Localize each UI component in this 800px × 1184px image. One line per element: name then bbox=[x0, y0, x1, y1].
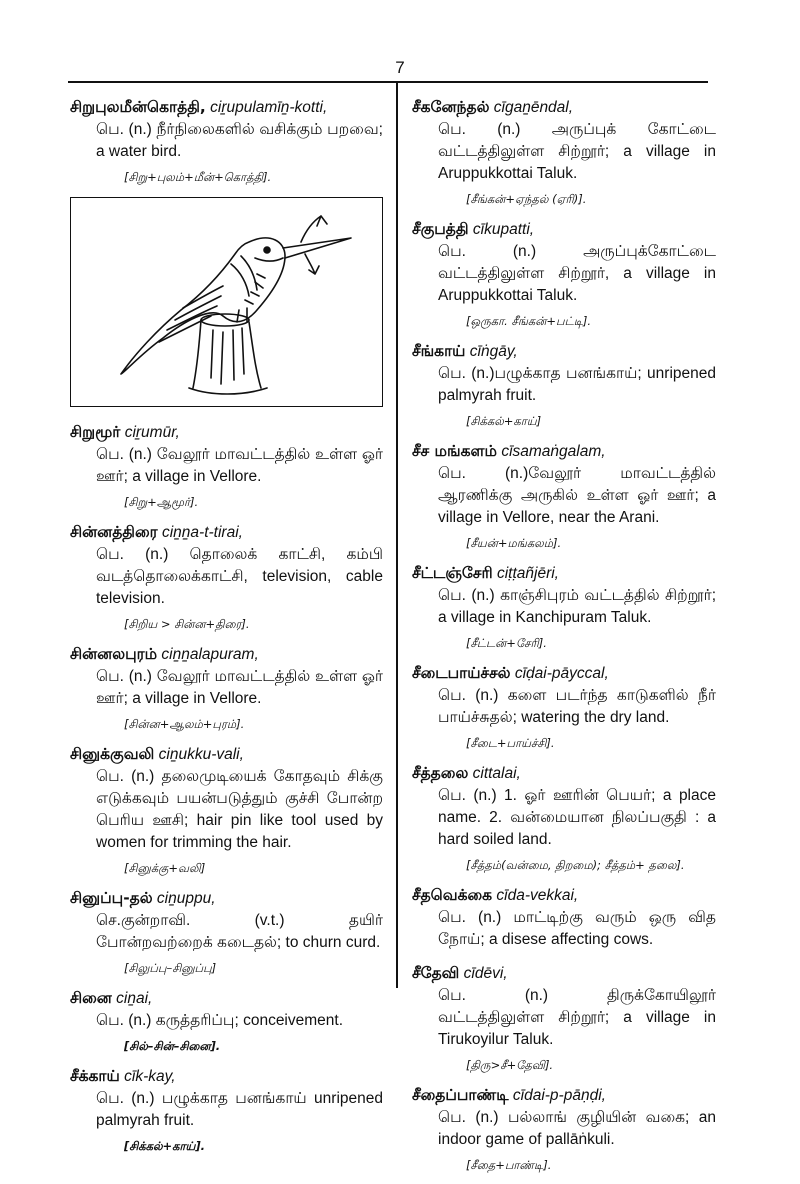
definition: செ.குன்றாவி. (v.t.) தயிர் போன்றவற்றைக் கடைதல்; to churn curd. bbox=[96, 912, 383, 951]
transliteration: ciṟupulamīṉ-kotti, bbox=[210, 99, 328, 116]
etymology: [சிறு+புலம்+மீன்+கொத்தி]. bbox=[124, 170, 272, 184]
headword-line bbox=[412, 884, 716, 907]
right-column bbox=[412, 96, 716, 1184]
dictionary-entry bbox=[412, 218, 716, 329]
headword-line bbox=[70, 743, 383, 766]
column-divider bbox=[396, 83, 398, 988]
transliteration: cīk-kay, bbox=[124, 1068, 176, 1085]
dictionary-entry bbox=[412, 440, 716, 551]
dictionary-entry bbox=[412, 340, 716, 429]
definition: பெ. (n.) திருக்கோயிலூர் வட்டத்திலுள்ள சிற்றூர்; a village in Tirukoyilur Taluk. bbox=[438, 987, 716, 1048]
definition: பெ. (n.) தலைமுடியைக் கோதவும் சிக்கு எடுக்கவும் பயன்படுத்தும் குச்சி போன்ற பெரிய ஊசி; hair pin like tool used by women for trimming the hair. bbox=[96, 768, 383, 851]
definition: பெ. (n.) களை படர்ந்த காடுகளில் நீர் பாய்ச்சுதல்; watering the dry land. bbox=[438, 687, 716, 726]
etymology: [ஒருகா. சீங்கன்+பட்டி]. bbox=[466, 314, 592, 328]
headword: சிறுபுலமீன்கொத்தி, bbox=[70, 98, 206, 116]
definition: பெ. (n.) வேலூர் மாவட்டத்தில் உள்ள ஓர் ஊர்; a village in Vellore. bbox=[96, 446, 383, 485]
headword: சிறுமூர் bbox=[70, 423, 121, 441]
definition: பெ. (n.) கருத்தரிப்பு; conceivement. bbox=[96, 1012, 344, 1029]
headword: சினுக்குவலி bbox=[70, 745, 155, 763]
headword-line bbox=[70, 96, 383, 119]
headword: சினை bbox=[70, 989, 112, 1007]
headword: சின்னலபுரம் bbox=[70, 645, 158, 663]
headword: சீதேவி bbox=[412, 964, 460, 982]
etymology: [சிலுப்பு–சினுப்பு] bbox=[124, 961, 217, 975]
definition: பெ. (n.) பல்லாங் குழியின் வகை; an indoor game of pallāṅkuli. bbox=[438, 1109, 716, 1148]
definition: பெ. (n.) அருப்புக்கோட்டை வட்டத்திலுள்ள சிற்றூர், a village in Aruppukkottai Taluk. bbox=[438, 243, 716, 304]
headword: சீக்காய் bbox=[70, 1067, 120, 1085]
transliteration: cīda-vekkai, bbox=[496, 887, 579, 904]
transliteration: ciṉai, bbox=[116, 990, 153, 1007]
dictionary-entry bbox=[70, 96, 383, 185]
transliteration: cīṅgāy, bbox=[469, 343, 518, 360]
transliteration: cīsamaṅgalam, bbox=[501, 443, 606, 460]
definition: பெ. (n.) தொலைக் காட்சி, கம்பி வடத்தொலைக்காட்சி, television, cable television. bbox=[96, 546, 383, 607]
dictionary-entry bbox=[412, 1084, 716, 1173]
headword-line bbox=[412, 440, 716, 463]
headword: சினுப்பு-தல் bbox=[70, 889, 153, 907]
transliteration: cīgaṉēndal, bbox=[493, 99, 574, 116]
headword-line bbox=[412, 218, 716, 241]
definition: பெ. (n.) 1. ஓர் ஊரின் பெயர்; a place name. 2. வன்மையான நிலப்பகுதி : a hard soiled land. bbox=[438, 787, 716, 848]
headword-line bbox=[412, 96, 716, 119]
etymology: [சினுக்கு+வலி] bbox=[124, 861, 206, 875]
definition: பெ. (n.) அருப்புக் கோட்டை வட்டத்திலுள்ள சிற்றூர்; a village in Aruppukkottai Taluk. bbox=[438, 121, 716, 182]
headword-line bbox=[412, 962, 716, 985]
headword-line bbox=[70, 643, 383, 666]
definition: பெ. (n.) காஞ்சிபுரம் வட்டத்தில் சிற்றூர்; a village in Kanchipuram Taluk. bbox=[438, 587, 716, 626]
dictionary-entry bbox=[412, 762, 716, 873]
dictionary-entry bbox=[412, 662, 716, 751]
dictionary-entry bbox=[70, 743, 383, 876]
definition: பெ. (n.) நீர்நிலைகளில் வசிக்கும் பறவை; a water bird. bbox=[96, 121, 383, 160]
transliteration: ciṉukku-vali, bbox=[158, 746, 244, 763]
transliteration: ciṭṭañjēri, bbox=[496, 565, 559, 582]
transliteration: ciṟumūr, bbox=[124, 424, 180, 441]
transliteration: cīdai-p-pāṇḍi, bbox=[512, 1087, 606, 1104]
header-rule bbox=[68, 81, 708, 83]
transliteration: cittalai, bbox=[472, 765, 521, 782]
headword-line bbox=[412, 340, 716, 363]
transliteration: cīdēvi, bbox=[463, 965, 508, 982]
dictionary-entry bbox=[70, 987, 383, 1054]
dictionary-entry bbox=[70, 887, 383, 976]
headword-line bbox=[412, 762, 716, 785]
etymology: [சில்–சின்–சினை]. bbox=[124, 1039, 221, 1053]
headword: சீச மங்களம் bbox=[412, 442, 497, 460]
definition: பெ. (n.)வேலூர் மாவட்டத்தில் ஆரணிக்கு அருகில் உள்ள ஓர் ஊர்; a village in Vellore, near the Arani. bbox=[438, 465, 716, 526]
dictionary-entry bbox=[70, 643, 383, 732]
headword-line bbox=[70, 987, 383, 1010]
definition: பெ. (n.)பழுக்காத பனங்காய்; unripened palmyrah fruit. bbox=[438, 365, 716, 404]
etymology: [சிறு+ஆமூர்]. bbox=[124, 495, 199, 509]
dictionary-entry bbox=[412, 884, 716, 951]
dictionary-entry bbox=[412, 962, 716, 1073]
headword-line bbox=[70, 421, 383, 444]
page-number: 7 bbox=[395, 58, 405, 77]
headword: சீதைப்பாண்டி bbox=[412, 1086, 509, 1104]
headword-line bbox=[70, 887, 383, 910]
left-column bbox=[70, 96, 383, 1165]
dictionary-entry bbox=[70, 521, 383, 632]
headword: சீங்காய் bbox=[412, 342, 466, 360]
definition: பெ. (n.) பழுக்காத பனங்காய் unripened palmyrah fruit. bbox=[96, 1090, 383, 1129]
kingfisher-illustration bbox=[70, 197, 383, 407]
etymology: [சீதை+பாண்டி]. bbox=[466, 1158, 552, 1172]
etymology: [சீத்தம்(வன்மை, திறமை); சீத்தம்+ தலை]. bbox=[466, 858, 685, 872]
etymology: [சின்ன+ஆலம்+புரம்]. bbox=[124, 717, 245, 731]
definition: பெ. (n.) மாட்டிற்கு வரும் ஒரு வித நோய்; a disese affecting cows. bbox=[438, 909, 716, 948]
etymology: [சீங்கன்+ஏந்தல் (ஏரி)]. bbox=[466, 192, 587, 206]
dictionary-entry bbox=[412, 562, 716, 651]
headword-line bbox=[412, 562, 716, 585]
headword-line bbox=[412, 1084, 716, 1107]
etymology: [சீட்டன்+சேரி]. bbox=[466, 636, 547, 650]
headword: சீத்தலை bbox=[412, 764, 469, 782]
dictionary-entry bbox=[70, 421, 383, 510]
headword-line bbox=[412, 662, 716, 685]
etymology: [சீடை+பாய்ச்சி]. bbox=[466, 736, 555, 750]
etymology: [சிக்கல்+காய்]. bbox=[124, 1139, 206, 1153]
transliteration: ciṉṉa-t-tirai, bbox=[161, 524, 243, 541]
headword: சீதவெக்கை bbox=[412, 886, 493, 904]
definition: பெ. (n.) வேலூர் மாவட்டத்தில் உள்ள ஓர் ஊர்; a village in Vellore. bbox=[96, 668, 383, 707]
dictionary-entry bbox=[70, 1065, 383, 1154]
headword-line bbox=[70, 1065, 383, 1088]
dictionary-entry bbox=[412, 96, 716, 207]
etymology: [திரு>சீ+தேவி]. bbox=[466, 1058, 554, 1072]
etymology: [சீயன்+மங்கலம்]. bbox=[466, 536, 562, 550]
transliteration: cīkupatti, bbox=[472, 221, 535, 238]
headword: சீடைபாய்ச்சல் bbox=[412, 664, 511, 682]
headword: சீட்டஞ்சேரி bbox=[412, 564, 493, 582]
transliteration: cīḍai-pāyccal, bbox=[514, 665, 609, 682]
headword-line bbox=[70, 521, 383, 544]
headword: சின்னத்திரை bbox=[70, 523, 158, 541]
etymology: [சிறிய > சின்ன+திரை]. bbox=[124, 617, 250, 631]
kingfisher-drawing bbox=[71, 198, 381, 405]
transliteration: ciṉuppu, bbox=[156, 890, 216, 907]
headword: சீகனேந்தல் bbox=[412, 98, 490, 116]
etymology: [சிக்கல்+காய்] bbox=[466, 414, 542, 428]
transliteration: ciṉṉalapuram, bbox=[161, 646, 259, 663]
headword: சீகுபத்தி bbox=[412, 220, 469, 238]
